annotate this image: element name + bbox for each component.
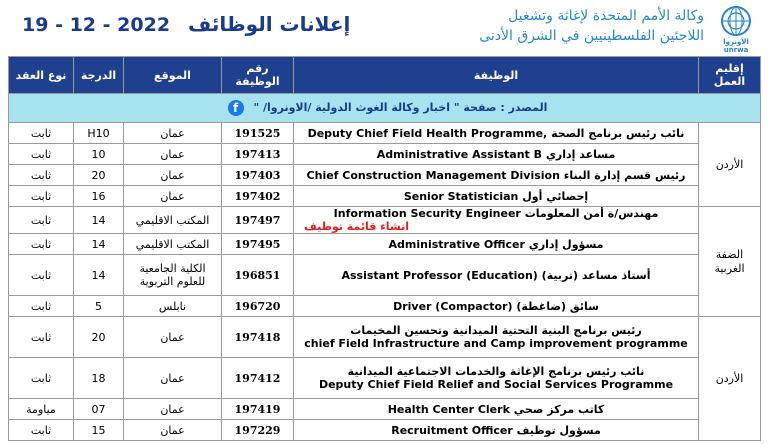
grade-cell: 14 xyxy=(74,207,124,234)
contract-cell: مياومة xyxy=(9,399,74,420)
job-title-ar: رئيس برنامج البنية التحتية الميدانية وتحسين المخيمات xyxy=(350,324,642,337)
job-title-ar: مهندس/ة أمن المعلومات xyxy=(524,207,659,220)
logo-english-text: unrwa xyxy=(723,46,749,54)
grade-cell: 15 xyxy=(74,420,124,441)
location-cell: عمان xyxy=(124,399,222,420)
table-row xyxy=(9,144,761,165)
table-row xyxy=(9,165,761,186)
job-number-cell: 197418 xyxy=(222,317,294,358)
contract-cell: ثابت xyxy=(9,234,74,255)
header-grade: الدرجة xyxy=(74,57,124,94)
grade-cell: 14 xyxy=(74,255,124,296)
job-title-en: Assistant Professor (Education) xyxy=(341,268,538,282)
grade-cell: 07 xyxy=(74,399,124,420)
job-number-cell: 197495 xyxy=(222,234,294,255)
contract-cell: ثابت xyxy=(9,165,74,186)
page-title: إعلانات الوظائف xyxy=(188,12,351,36)
job-title-ar: سائق (ضاغطة) xyxy=(516,299,599,313)
job-title-cell xyxy=(294,399,699,420)
table-row xyxy=(9,317,761,358)
job-title-cell xyxy=(294,317,699,358)
job-number-cell: 197497 xyxy=(222,207,294,234)
table-row xyxy=(9,234,761,255)
job-title-en: Senior Statistician xyxy=(403,189,519,203)
location-cell: المكتب الاقليمي xyxy=(124,234,222,255)
job-number-cell: 196720 xyxy=(222,296,294,317)
job-title-ar: مساعد إداري xyxy=(545,147,616,161)
grade-cell: 18 xyxy=(74,358,124,399)
table-header-row xyxy=(9,57,761,94)
location-cell: الكلية الجامعية للعلوم التربوية xyxy=(124,255,222,296)
header-job-number: رقم الوظيفة xyxy=(222,57,294,94)
org-name-line-2: اللاجئين الفلسطينيين في الشرق الأدنى xyxy=(479,28,704,44)
table-row xyxy=(9,186,761,207)
job-title-ar: أستاذ مساعد (تربية) xyxy=(541,268,651,282)
header-location: الموقع xyxy=(124,57,222,94)
location-cell: عمان xyxy=(124,144,222,165)
grade-cell: 20 xyxy=(74,165,124,186)
job-number-cell: 197403 xyxy=(222,165,294,186)
job-title-cell xyxy=(294,165,699,186)
job-number-cell: 197402 xyxy=(222,186,294,207)
job-title-ar: مسؤول توظيف xyxy=(516,423,601,437)
job-title-ar: إحصائي أول xyxy=(522,189,589,203)
job-title-cell xyxy=(294,234,699,255)
region-cell-jordan: الأردن xyxy=(699,123,761,207)
source-cell xyxy=(9,94,761,123)
location-cell: عمان xyxy=(124,123,222,144)
location-cell: عمان xyxy=(124,420,222,441)
job-title-cell xyxy=(294,144,699,165)
source-text: المصدر : صفحة " اخبار وكالة الغوث الدولية /الاونروا/ " xyxy=(253,101,548,114)
job-title-ar: رئيس قسم إدارة البناء xyxy=(563,168,686,182)
grade-cell: 5 xyxy=(74,296,124,317)
jobs-table xyxy=(8,56,761,441)
contract-cell: ثابت xyxy=(9,255,74,296)
location-cell: عمان xyxy=(124,358,222,399)
recruitment-list-note: انشاء قائمة توظيف xyxy=(304,220,409,233)
job-title-cell xyxy=(294,186,699,207)
job-title-cell xyxy=(294,123,699,144)
contract-cell: ثابت xyxy=(9,317,74,358)
job-number-cell: 197419 xyxy=(222,399,294,420)
job-title-cell xyxy=(294,358,699,399)
location-cell: عمان xyxy=(124,186,222,207)
job-title-ar: كاتب مركز صحي xyxy=(513,402,605,416)
job-title-en: Health Center Clerk xyxy=(387,402,510,416)
job-title-en: Driver (Compactor) xyxy=(393,299,513,313)
grade-cell: H10 xyxy=(74,123,124,144)
table-row xyxy=(9,207,761,234)
table-row xyxy=(9,255,761,296)
region-cell-west-bank: الضفة الغربية xyxy=(699,207,761,317)
location-cell: المكتب الاقليمي xyxy=(124,207,222,234)
page-header xyxy=(0,0,768,58)
location-cell: عمان xyxy=(124,165,222,186)
contract-cell: ثابت xyxy=(9,420,74,441)
job-number-cell: 197229 xyxy=(222,420,294,441)
job-title-ar: نائب رئيس برنامج الإغاثة والخدمات الاجتماعية الميدانية xyxy=(347,365,645,378)
job-title-en: Deputy Chief Field Relief and Social Services Programme xyxy=(318,378,674,391)
contract-cell: ثابت xyxy=(9,186,74,207)
contract-cell: ثابت xyxy=(9,296,74,317)
grade-cell: 16 xyxy=(74,186,124,207)
job-title-en: Administrative Assistant B xyxy=(376,147,542,161)
job-title-cell xyxy=(294,420,699,441)
contract-cell: ثابت xyxy=(9,207,74,234)
region-cell-jordan: الأردن xyxy=(699,317,761,441)
header-region: إقليم العمل xyxy=(699,57,761,94)
job-title-cell xyxy=(294,207,699,234)
organization-name xyxy=(479,6,704,46)
job-title-ar: مسؤول إداري xyxy=(528,237,604,251)
facebook-icon[interactable]: f xyxy=(228,100,244,116)
table-row xyxy=(9,296,761,317)
job-number-cell: 197413 xyxy=(222,144,294,165)
header-contract-type: نوع العقد xyxy=(9,57,74,94)
location-cell: نابلس xyxy=(124,296,222,317)
job-title-en: Chief Construction Management Division xyxy=(306,168,560,182)
org-name-line-1: وكالة الأمم المتحدة لإغاثة وتشغيل xyxy=(508,8,704,24)
table-row xyxy=(9,358,761,399)
job-title-cell xyxy=(294,296,699,317)
job-title-cell xyxy=(294,255,699,296)
table-row xyxy=(9,420,761,441)
grade-cell: 14 xyxy=(74,234,124,255)
header-job-title: الوظيفة xyxy=(294,57,699,94)
job-title-ar: نائب رئيس برنامج الصحة xyxy=(551,126,685,140)
source-row xyxy=(9,94,761,123)
location-cell: عمان xyxy=(124,317,222,358)
job-title-en: Recruitment Officer xyxy=(391,423,513,437)
job-title-en: Deputy Chief Field Health Programme, xyxy=(307,126,548,140)
job-number-cell: 197412 xyxy=(222,358,294,399)
job-title-en: Administrative Officer xyxy=(388,237,525,251)
unrwa-logo-icon xyxy=(712,4,760,54)
job-number-cell: 191525 xyxy=(222,123,294,144)
contract-cell: ثابت xyxy=(9,144,74,165)
table-row xyxy=(9,123,761,144)
job-number-cell: 196851 xyxy=(222,255,294,296)
job-title-en: chief Field Infrastructure and Camp improvement programme xyxy=(304,337,688,350)
table-row xyxy=(9,399,761,420)
logo-arabic-text: الأونروا xyxy=(723,38,749,46)
job-title-en: Information Security Engineer xyxy=(333,207,521,220)
contract-cell: ثابت xyxy=(9,358,74,399)
announcement-date: 2022 - 12 - 19 xyxy=(22,14,171,36)
contract-cell: ثابت xyxy=(9,123,74,144)
grade-cell: 20 xyxy=(74,317,124,358)
grade-cell: 10 xyxy=(74,144,124,165)
